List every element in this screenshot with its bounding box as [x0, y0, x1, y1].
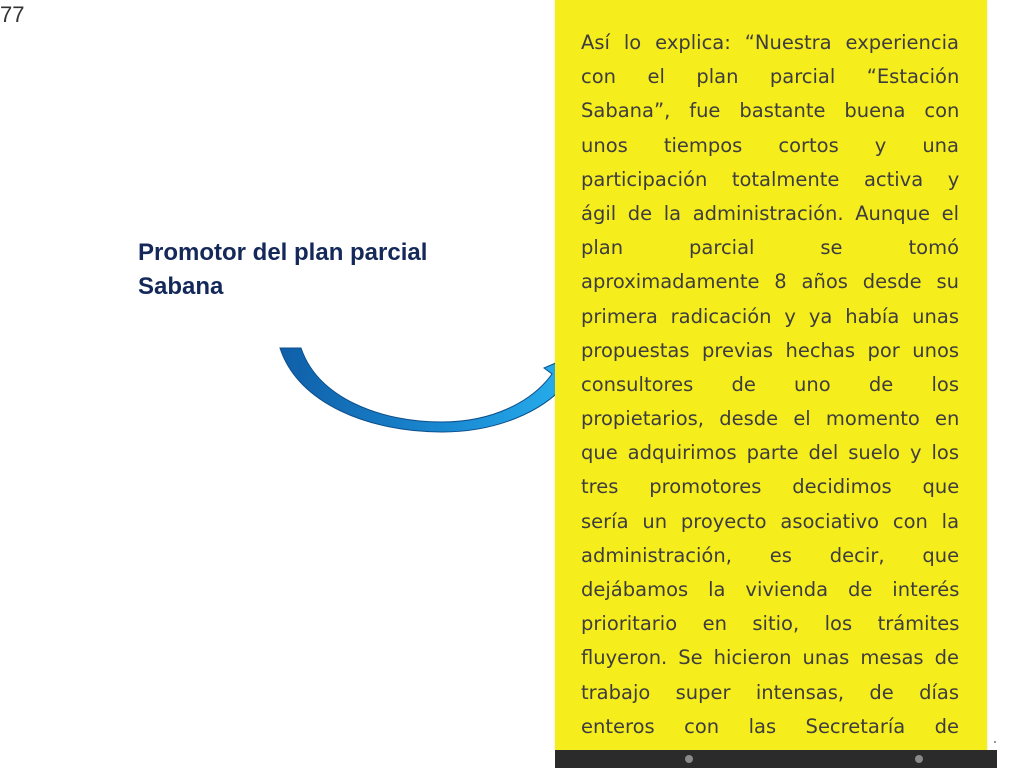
quote-line: con el plan parcial “Estación — [581, 65, 960, 89]
page-number: 77 — [0, 2, 25, 27]
quote-line: aproximadamente 8 años desde su — [581, 270, 959, 294]
quote-line: dejábamos la vivienda de interés — [581, 578, 960, 601]
quote-line: administración, es decir, que — [581, 543, 960, 567]
quote-line: primera radicación y ya había unas — [581, 304, 959, 328]
quote-line: enteros con las Secretaría de — [581, 714, 960, 738]
bar-dot — [915, 755, 923, 763]
quote-line: unos tiempos cortos y una — [581, 133, 959, 157]
quote-line: tres promotores decidimos que — [581, 475, 960, 499]
quote-line: propietarios, desde el momento en — [581, 407, 960, 431]
slide-title-line: Sabana — [138, 273, 224, 300]
quote-line: participación totalmente activa y — [581, 167, 960, 191]
quote-line: propuestas previas hechas por unos — [581, 338, 960, 362]
quote-line: Sabana”, fue bastante buena con — [581, 99, 960, 123]
bar-dot — [685, 755, 693, 763]
quote-line: que adquirimos parte del suelo y los — [581, 441, 959, 465]
quote-line: consultores de uno de los — [581, 372, 959, 396]
quote-line: prioritario en sitio, los trámites — [581, 612, 960, 636]
slide-title — [138, 236, 518, 304]
quote-line: fluyeron. Se hicieron unas mesas de — [581, 646, 959, 670]
quote-panel — [555, 0, 987, 750]
quote-line: plan parcial se tomó — [581, 236, 959, 260]
slide-title-line: Promotor del plan parcial — [138, 239, 428, 266]
corner-mark — [994, 741, 996, 743]
quote-text — [581, 26, 959, 744]
quote-line: ágil de la administración. Aunque el — [581, 201, 960, 225]
curved-arrow-icon — [270, 340, 600, 440]
quote-line: sería un proyecto asociativo con la — [581, 509, 960, 533]
bottom-bar — [555, 750, 997, 768]
quote-line: trabajo super intensas, de días — [581, 680, 959, 704]
quote-line: Así lo explica: “Nuestra experiencia — [581, 31, 959, 54]
